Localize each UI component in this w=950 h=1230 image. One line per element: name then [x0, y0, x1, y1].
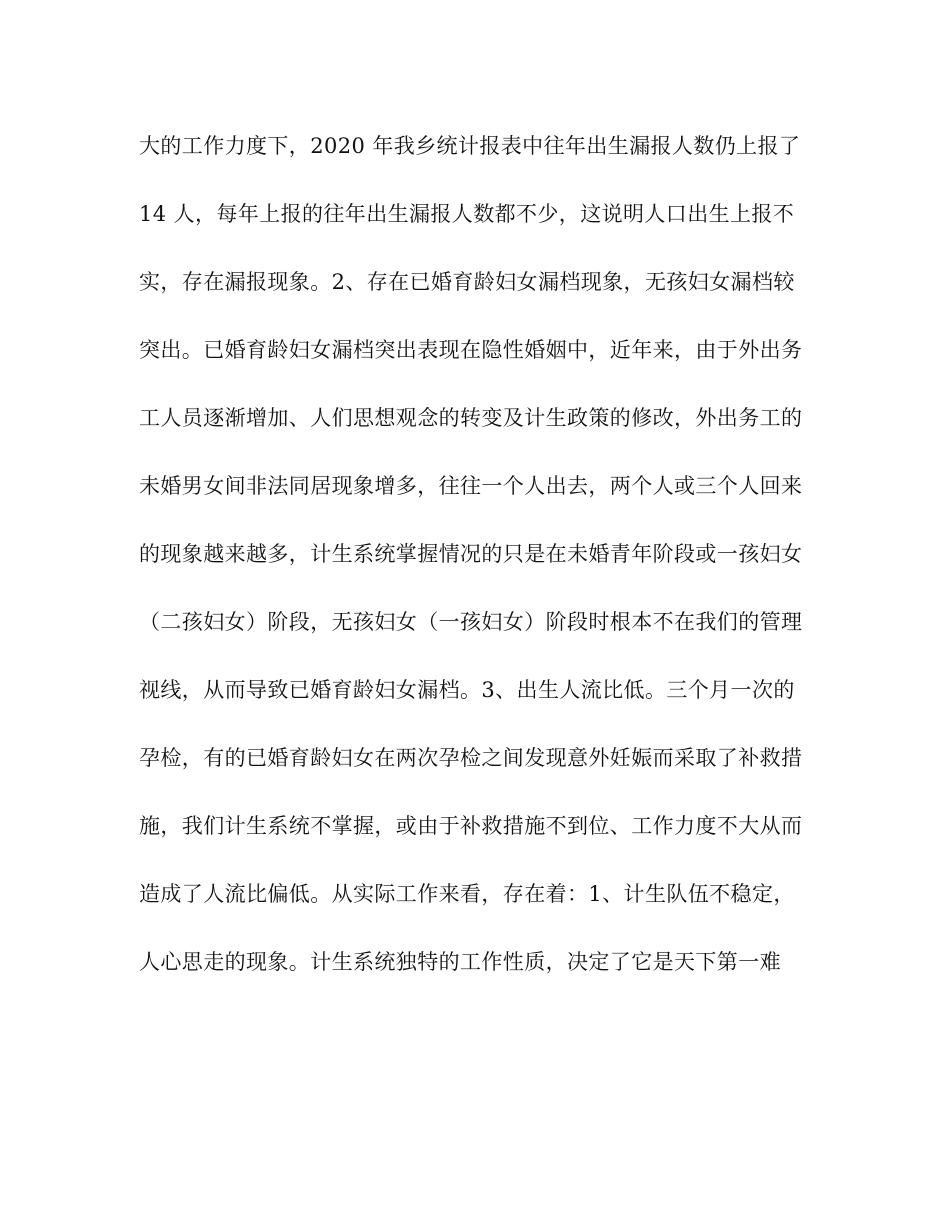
text-line: 工人员逐渐增加、人们思想观念的转变及计生政策的修改，外出务工的: [139, 406, 803, 430]
text-line: 突出。已婚育龄妇女漏档突出表现在隐性婚姻中，近年来，由于外出务: [139, 338, 803, 362]
text-line: 的现象越来越多，计生系统掌握情况的只是在未婚青年阶段或一孩妇女: [139, 542, 803, 566]
text-line: 人心思走的现象。计生系统独特的工作性质，决定了它是天下第一难: [139, 950, 781, 974]
text-line: 14 人，每年上报的往年出生漏报人数都不少，这说明人口出生上报不: [139, 202, 795, 226]
text-line: 造成了人流比偏低。从实际工作来看，存在着：1、计生队伍不稳定，: [139, 882, 795, 906]
text-line: 大的工作力度下，2020 年我乡统计报表中往年出生漏报人数仍上报了: [139, 134, 801, 158]
text-line: 视线，从而导致已婚育龄妇女漏档。3、出生人流比低。三个月一次的: [139, 678, 795, 702]
text-line: 实，存在漏报现象。2、存在已婚育龄妇女漏档现象，无孩妇女漏档较: [139, 270, 795, 294]
body-text: [139, 136, 819, 1020]
text-line: 孕检，有的已婚育龄妇女在两次孕检之间发现意外妊娠而采取了补救措: [139, 746, 803, 770]
text-line: 施，我们计生系统不掌握，或由于补救措施不到位、工作力度不大从而: [139, 814, 803, 838]
text-line: （二孩妇女）阶段，无孩妇女（一孩妇女）阶段时根本不在我们的管理: [139, 610, 803, 634]
text-line: 未婚男女间非法同居现象增多，往往一个人出去，两个人或三个人回来: [139, 474, 803, 498]
